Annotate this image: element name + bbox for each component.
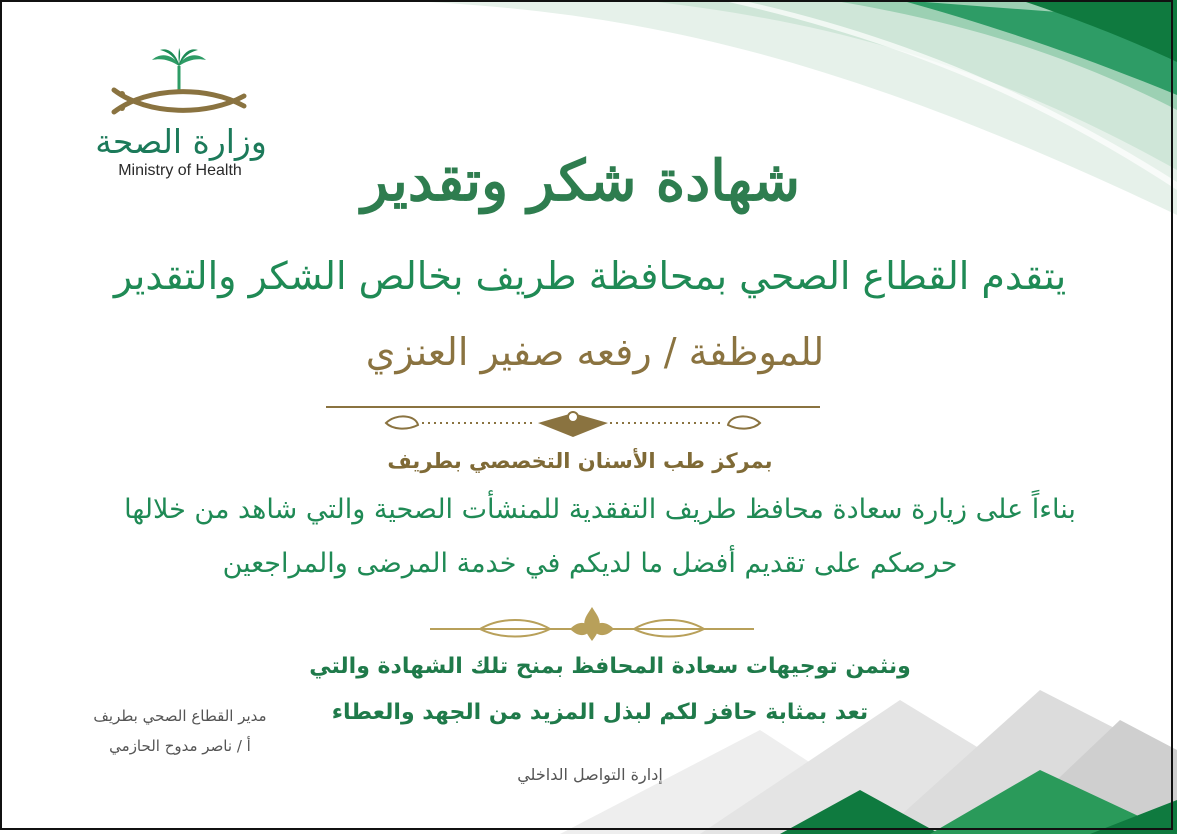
center-name: بمركز طب الأسنان التخصصي بطريف (387, 449, 773, 473)
closing-line-2: تعد بمثابة حافز لكم لبذل المزيد من الجهد والعطاء (331, 700, 869, 725)
signatory-name: أ / ناصر مدوح الحازمي (109, 737, 251, 755)
fleur-ornament-icon (430, 603, 754, 643)
issuing-department: إدارة التواصل الداخلي (517, 765, 663, 784)
signatory-title: مدير القطاع الصحي بطريف (93, 707, 267, 725)
crossed-swords-icon (108, 84, 250, 118)
body-paragraph-line-2: حرصكم على تقديم أفضل ما لديكم في خدمة المرضى والمراجعين (222, 548, 958, 579)
thanks-headline: يتقدم القطاع الصحي بمحافظة طريف بخالص الشكر والتقدير (113, 254, 1067, 298)
certificate-title: شهادة شكر وتقدير (361, 148, 800, 214)
employee-name: للموظفة / رفعه صفير العنزي (365, 330, 825, 374)
body-paragraph-line-1: بناءاً على زيارة سعادة محافظ طريف التفقدية للمنشأت الصحية والتي شاهد من خلالها (124, 494, 1076, 525)
ornament-divider-icon (326, 403, 820, 441)
logo-arabic-name: وزارة الصحة (95, 122, 267, 161)
logo-english-name: Ministry of Health (118, 162, 242, 179)
closing-line-1: ونثمن توجيهات سعادة المحافظ بمنح تلك الشهادة والتي (309, 654, 911, 679)
